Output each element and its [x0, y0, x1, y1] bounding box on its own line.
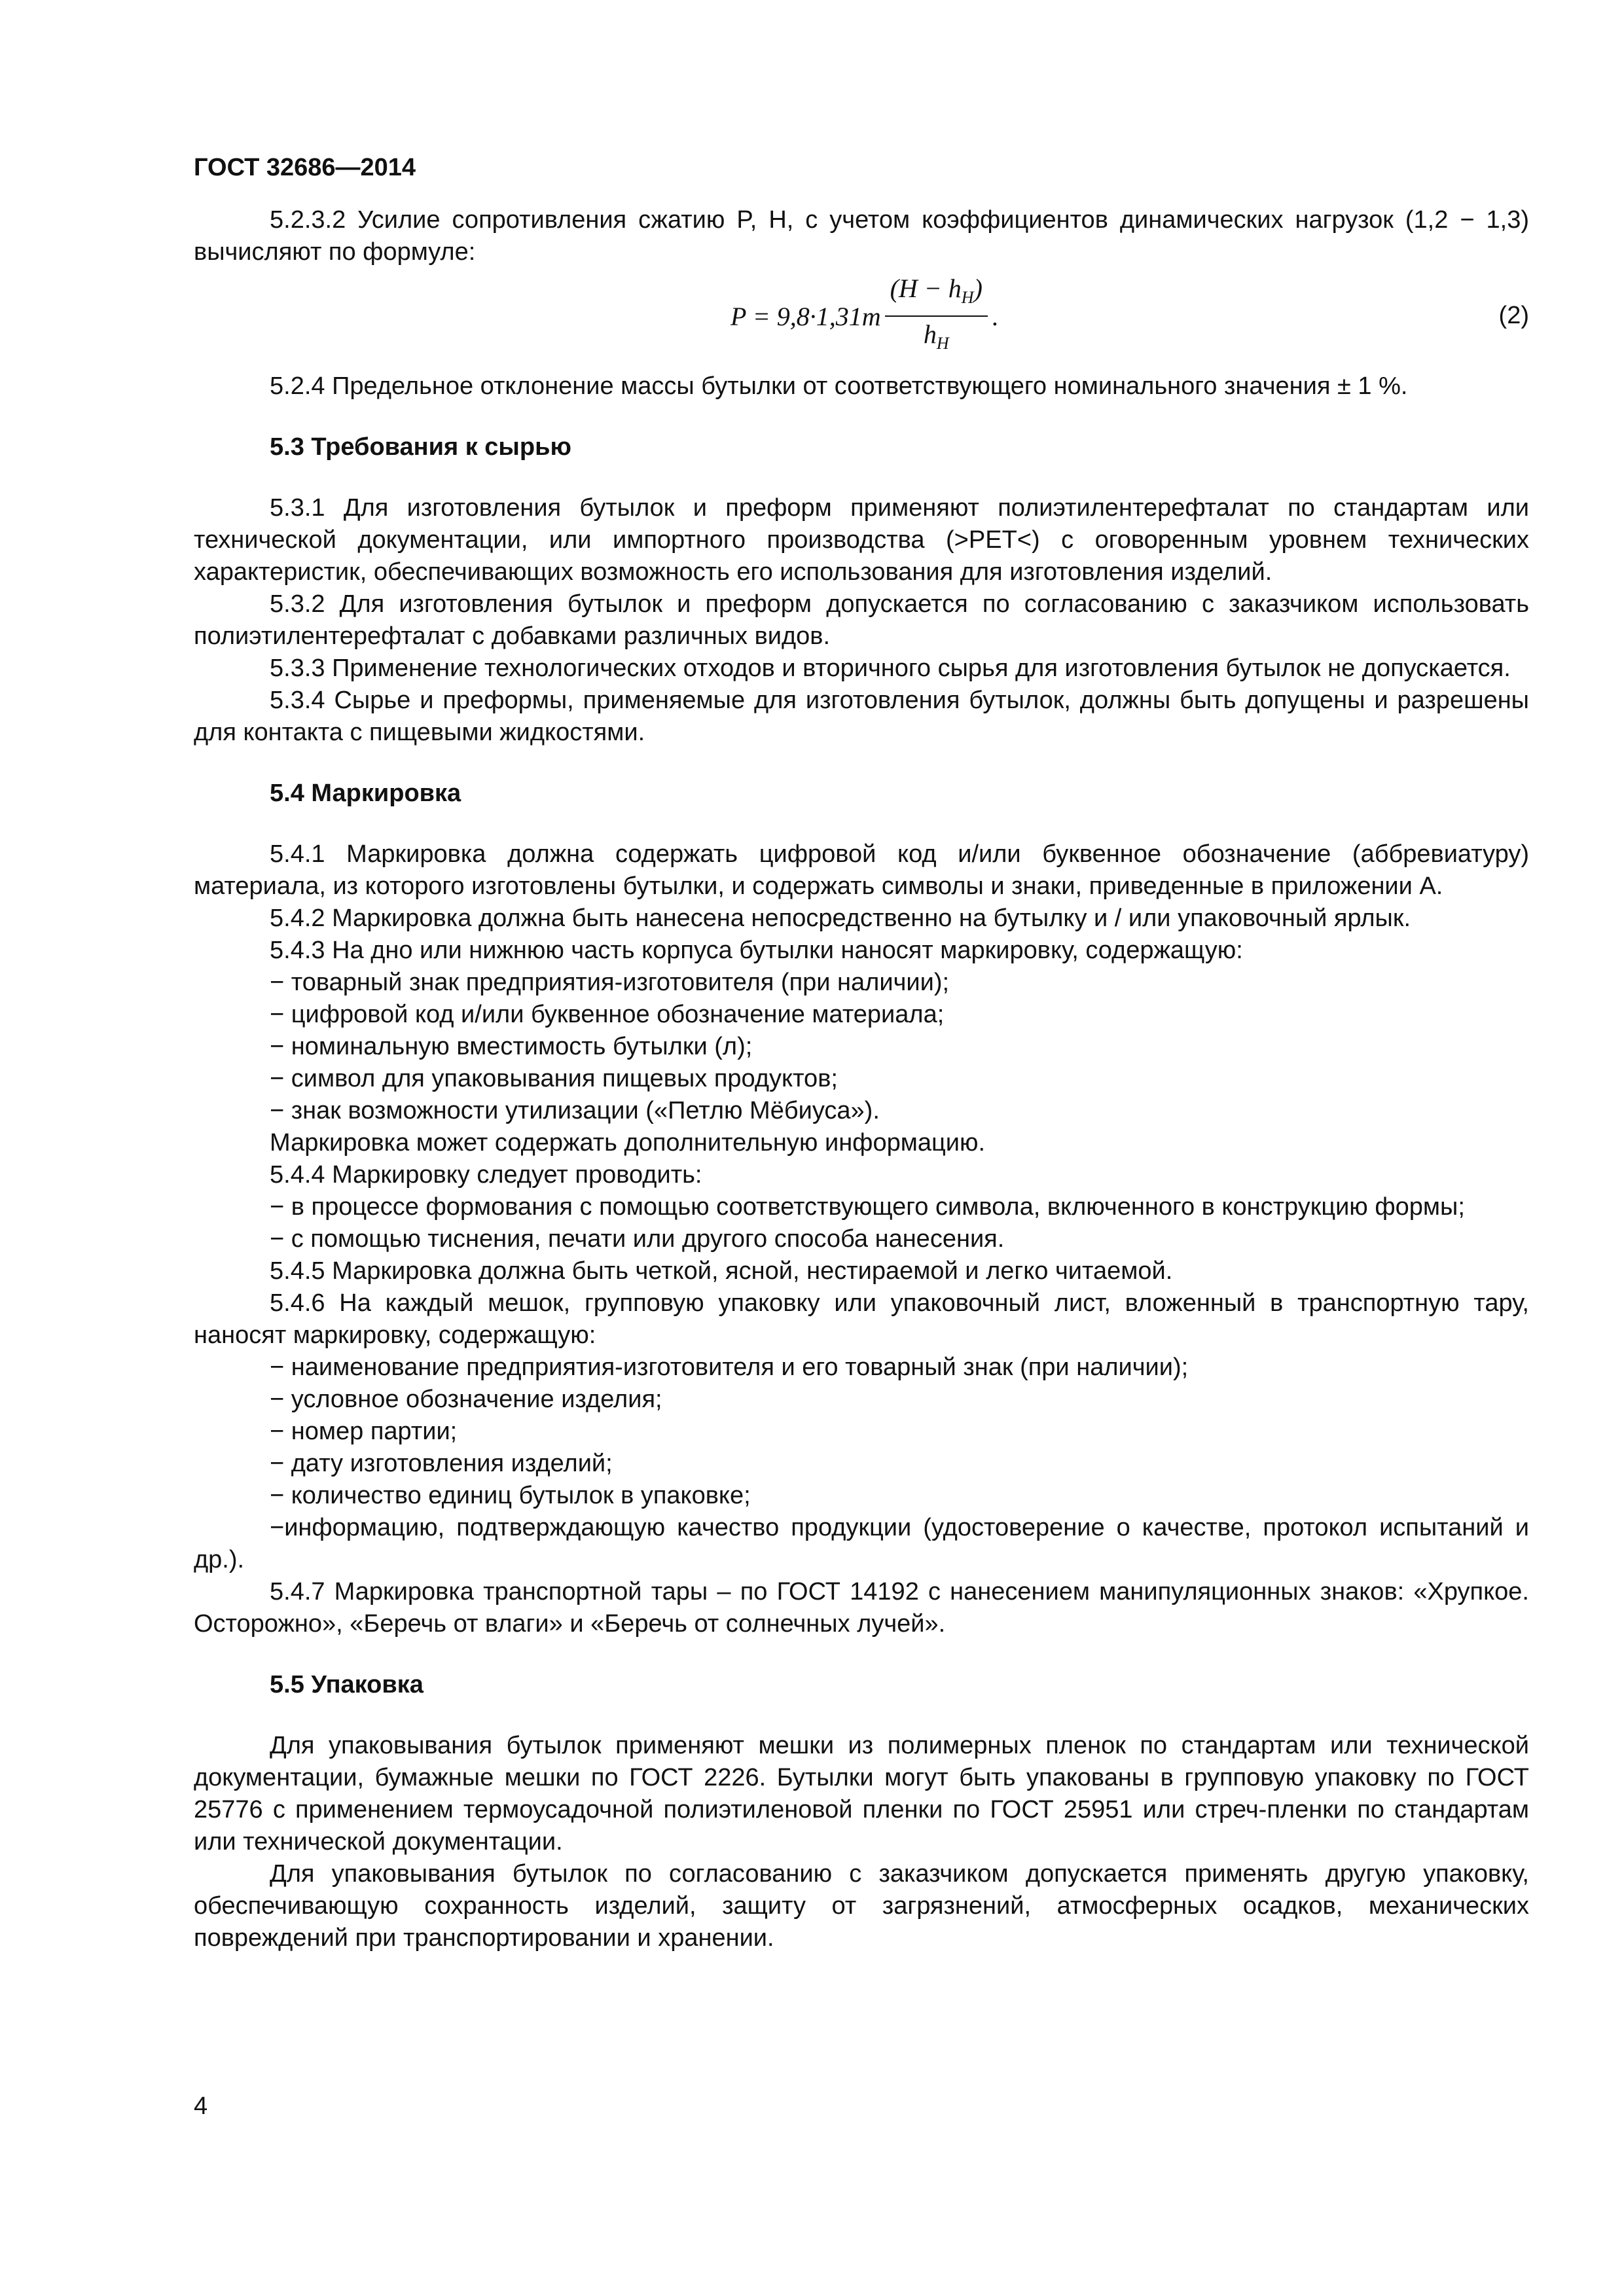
paragraph-5-4-3-extra: Маркировка может содержать дополнительную информацию.: [270, 1129, 986, 1157]
paragraph-5-4-3: 5.4.3 На дно или нижнюю часть корпуса бутылки наносят маркировку, содержащую:: [270, 937, 1243, 964]
document-header: ГОСТ 32686—2014: [194, 154, 416, 181]
paragraph-5-3-4: 5.3.4 Сырье и преформы, применяемые для изготовления бутылок, должны быть допущены и разрешены для контакта с пищевыми жидкостями.: [194, 687, 1529, 746]
formula-denominator: $h_H$: [923, 319, 949, 353]
paragraph-5-5-1: Для упаковывания бутылок применяют мешки из полимерных пленок по стандартам или технической документации, бумажные мешки по ГОСТ 2226. Бутылки могут быть упакованы в групповую упаковку по ГОСТ 25776 с применением термоусадочной полиэтиленовой пленки по ГОСТ 25951 или стреч-пленки по стандартам или технической документации.: [194, 1732, 1529, 1856]
formula-number: (2): [1498, 302, 1529, 329]
list-item: − количество единиц бутылок в упаковке;: [270, 1482, 751, 1509]
formula-row: [194, 274, 1529, 359]
page-number: 4: [194, 2092, 208, 2120]
section-title-5-5: 5.5 Упаковка: [270, 1671, 424, 1698]
paragraph-5-2-3-2: 5.2.3.2 Усилие сопротивления сжатию P, Н, с учетом коэффициентов динамических нагрузок (1,2 − 1,3) вычисляют по формуле:: [194, 206, 1529, 266]
formula-tail: .: [991, 301, 998, 331]
paragraph-5-4-1: 5.4.1 Маркировка должна содержать цифровой код и/или буквенное обозначение (аббревиатуру) материала, из которого изготовлены бутылки, и содержать символы и знаки, приведенные в приложении А.: [194, 840, 1529, 900]
document-page: [194, 152, 1529, 1954]
section-title-5-3: 5.3 Требования к сырью: [270, 433, 571, 461]
paragraph-5-4-2: 5.4.2 Маркировка должна быть нанесена непосредственно на бутылку и / или упаковочный ярлык.: [270, 905, 1411, 932]
list-item: − наименование предприятия-изготовителя и его товарный знак (при наличии);: [270, 1354, 1189, 1381]
formula-fraction: [885, 274, 988, 359]
list-item: − дату изготовления изделий;: [270, 1450, 613, 1477]
paragraph-5-4-6: 5.4.6 На каждый мешок, групповую упаковку или упаковочный лист, вложенный в транспортную тару, наносят маркировку, содержащую:: [194, 1289, 1529, 1349]
list-item: −информацию, подтверждающую качество продукции (удостоверение о качестве, протокол испытаний и др.).: [194, 1514, 1529, 1573]
formula-numerator: $(H - h_H)$: [885, 274, 988, 317]
paragraph-5-3-3: 5.3.3 Применение технологических отходов и вторичного сырья для изготовления бутылок не допускается.: [270, 655, 1511, 682]
paragraph-5-4-7: 5.4.7 Маркировка транспортной тары – по ГОСТ 14192 с нанесением манипуляционных знаков: «Хрупкое. Осторожно», «Беречь от влаги» и «Беречь от солнечных лучей».: [194, 1578, 1529, 1638]
paragraph-5-2-4: 5.2.4 Предельное отклонение массы бутылки от соответствующего номинального значения ± 1 %.: [270, 372, 1408, 400]
formula-2: [731, 274, 998, 359]
list-item: − цифровой код и/или буквенное обозначение материала;: [270, 1001, 945, 1028]
list-item: − товарный знак предприятия-изготовителя (при наличии);: [270, 969, 950, 996]
list-item: − номер партии;: [270, 1418, 458, 1445]
list-item: − символ для упаковывания пищевых продуктов;: [270, 1065, 838, 1092]
list-item: − знак возможности утилизации («Петлю Мёбиуса»).: [270, 1097, 880, 1124]
paragraph-5-3-1: 5.3.1 Для изготовления бутылок и преформ применяют полиэтилентерефталат по стандартам или технической документации, или импортного производства (>PET<) с оговоренным уровнем технических характеристик, обеспечивающих возможность его использования для изготовления изделий.: [194, 494, 1529, 586]
list-item: − условное обозначение изделия;: [270, 1386, 662, 1413]
list-item: − номинальную вместимость бутылки (л);: [270, 1033, 753, 1060]
section-title-5-4: 5.4 Маркировка: [270, 780, 461, 807]
list-item: − в процессе формования с помощью соответствующего символа, включенного в конструкцию формы;: [270, 1193, 1465, 1221]
formula-lhs: P = 9,8·1,31m: [731, 301, 881, 331]
list-item: − с помощью тиснения, печати или другого способа нанесения.: [270, 1225, 1005, 1253]
paragraph-5-4-5: 5.4.5 Маркировка должна быть четкой, ясной, нестираемой и легко читаемой.: [270, 1257, 1173, 1285]
paragraph-5-3-2: 5.3.2 Для изготовления бутылок и преформ допускается по согласованию с заказчиком использовать полиэтилентерефталат с добавками различных видов.: [194, 590, 1529, 650]
paragraph-5-4-4: 5.4.4 Маркировку следует проводить:: [270, 1161, 702, 1189]
paragraph-5-5-2: Для упаковывания бутылок по согласованию с заказчиком допускается применять другую упаковку, обеспечивающую сохранность изделий, защиту от загрязнений, атмосферных осадков, механических повреждений при транспортировании и хранении.: [194, 1860, 1529, 1952]
